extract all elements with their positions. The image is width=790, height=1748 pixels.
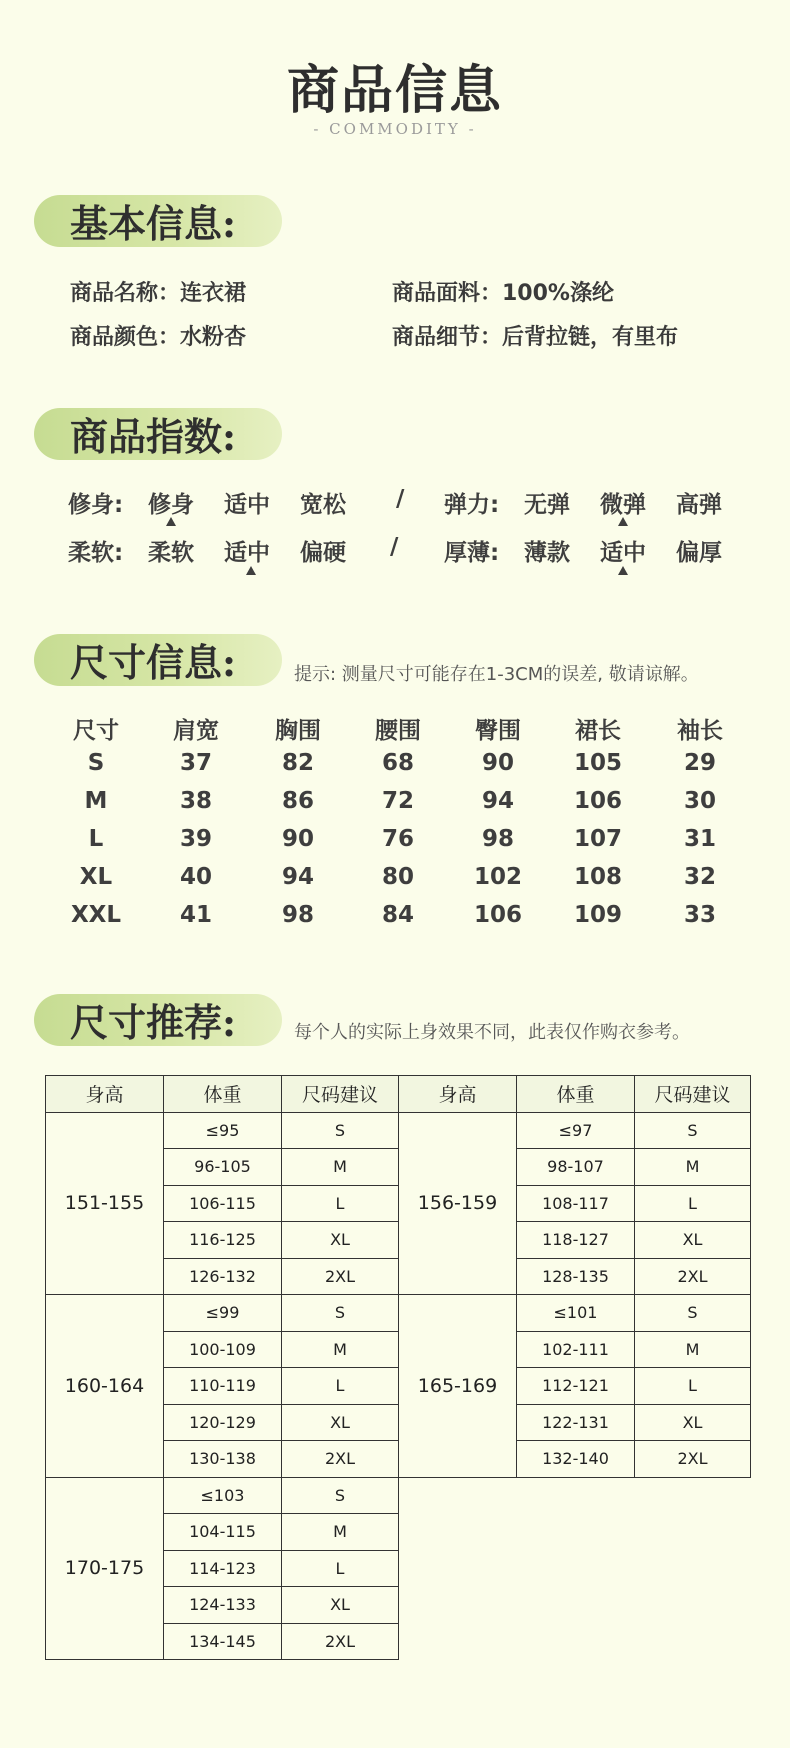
index-separator: / xyxy=(390,534,399,560)
size-table-cell: 41 xyxy=(179,902,212,928)
recommend-size-cell: XL xyxy=(635,1222,751,1259)
recommend-size-cell: S xyxy=(282,1112,399,1149)
product-detail: 商品细节：后背拉链，有里布 xyxy=(392,325,679,350)
basic-info-heading-pill xyxy=(34,195,282,247)
size-table-cell: 76 xyxy=(381,826,414,852)
size-table-cell: 98 xyxy=(481,826,514,852)
recommend-weight-cell: 112-121 xyxy=(517,1368,635,1405)
size-table-cell: 72 xyxy=(381,788,414,814)
recommend-weight-cell: 118-127 xyxy=(517,1222,635,1259)
size-table-cell: 86 xyxy=(281,788,314,814)
recommend-weight-cell: ≤101 xyxy=(517,1295,635,1332)
index-fit-option: 宽松 xyxy=(300,492,346,518)
recommend-size-cell: S xyxy=(282,1295,399,1332)
recommend-size-cell: L xyxy=(282,1550,399,1587)
size-table-cell: 39 xyxy=(179,826,212,852)
recommend-table-header-cell: 体重 xyxy=(164,1076,282,1113)
recommend-weight-cell: 120-129 xyxy=(164,1404,282,1441)
recommend-weight-cell: 98-107 xyxy=(517,1149,635,1186)
recommend-size-cell: L xyxy=(282,1368,399,1405)
size-table-cell: 38 xyxy=(179,788,212,814)
recommend-table-row xyxy=(46,1477,751,1514)
recommend-weight-cell: 104-115 xyxy=(164,1514,282,1551)
index-thick-option: 适中 xyxy=(600,540,646,566)
index-heading-pill xyxy=(34,408,282,460)
recommend-weight-cell: 126-132 xyxy=(164,1258,282,1295)
size-table-header-cell: 尺寸 xyxy=(73,718,119,744)
recommend-weight-cell: 132-140 xyxy=(517,1441,635,1478)
recommend-note: 每个人的实际上身效果不同，此表仅作购衣参考。 xyxy=(294,1022,690,1043)
recommend-size-cell: L xyxy=(635,1185,751,1222)
recommend-weight-cell: 122-131 xyxy=(517,1404,635,1441)
size-table-header-cell: 胸围 xyxy=(275,718,321,744)
size-table-cell: 40 xyxy=(179,864,212,890)
index-soft-option: 偏硬 xyxy=(300,540,346,566)
recommend-weight-cell: ≤99 xyxy=(164,1295,282,1332)
recommend-size-cell: M xyxy=(282,1149,399,1186)
size-table-cell: 30 xyxy=(683,788,716,814)
index-elastic-option: 高弹 xyxy=(676,492,722,518)
recommend-weight-cell: 106-115 xyxy=(164,1185,282,1222)
index-fit-marker-icon xyxy=(166,517,176,526)
size-table-header-cell: 袖长 xyxy=(677,718,723,744)
recommend-weight-cell: ≤103 xyxy=(164,1477,282,1514)
recommend-size-cell: 2XL xyxy=(282,1623,399,1660)
recommend-height-cell: 160-164 xyxy=(46,1295,164,1478)
index-fit-option: 修身 xyxy=(148,492,194,518)
recommend-height-cell: 170-175 xyxy=(46,1477,164,1660)
size-table-cell: XL xyxy=(79,864,113,890)
recommend-height-cell: 165-169 xyxy=(399,1295,517,1478)
size-table-cell: 94 xyxy=(481,788,514,814)
size-table-cell: 84 xyxy=(381,902,414,928)
page-subtitle: - COMMODITY - xyxy=(313,120,477,138)
size-table-header-cell: 臀围 xyxy=(475,718,521,744)
size-table-cell: 109 xyxy=(573,902,622,928)
index-fit-label: 修身: xyxy=(68,492,124,518)
size-table-cell: 68 xyxy=(381,750,414,776)
recommend-size-cell: S xyxy=(282,1477,399,1514)
recommend-weight-cell: 110-119 xyxy=(164,1368,282,1405)
size-table-cell: S xyxy=(87,750,105,776)
size-table-cell: 108 xyxy=(573,864,622,890)
recommend-table-row xyxy=(46,1295,751,1332)
index-separator: / xyxy=(396,486,405,512)
size-note: 提示: 测量尺寸可能存在1-3CM的误差, 敬请谅解。 xyxy=(294,664,699,685)
product-name: 商品名称：连衣裙 xyxy=(70,281,247,306)
recommend-weight-cell: 102-111 xyxy=(517,1331,635,1368)
recommend-table-header-cell: 尺码建议 xyxy=(635,1076,751,1113)
page-title: 商品信息 xyxy=(286,60,503,121)
recommend-size-cell: XL xyxy=(282,1404,399,1441)
recommend-size-cell: XL xyxy=(282,1587,399,1624)
recommend-table-header-cell: 身高 xyxy=(46,1076,164,1113)
index-elastic-option: 无弹 xyxy=(524,492,570,518)
product-fabric: 商品面料：100%涤纶 xyxy=(392,281,614,306)
recommend-weight-cell: 134-145 xyxy=(164,1623,282,1660)
recommend-size-cell: L xyxy=(635,1368,751,1405)
size-table-cell: 37 xyxy=(179,750,212,776)
recommend-size-cell: 2XL xyxy=(635,1258,751,1295)
recommend-weight-cell: 128-135 xyxy=(517,1258,635,1295)
recommend-weight-cell: 130-138 xyxy=(164,1441,282,1478)
recommend-weight-cell: 114-123 xyxy=(164,1550,282,1587)
size-table-cell: 107 xyxy=(573,826,622,852)
index-thick-marker-icon xyxy=(618,566,628,575)
index-thick-option: 薄款 xyxy=(524,540,570,566)
recommend-weight-cell: ≤97 xyxy=(517,1112,635,1149)
recommend-size-cell: XL xyxy=(282,1222,399,1259)
size-table-cell: 98 xyxy=(281,902,314,928)
size-table-cell: 90 xyxy=(281,826,314,852)
recommend-size-cell: M xyxy=(282,1514,399,1551)
size-table-cell: 106 xyxy=(473,902,522,928)
recommend-table-header-cell: 尺码建议 xyxy=(282,1076,399,1113)
recommend-weight-cell: 124-133 xyxy=(164,1587,282,1624)
size-table-header-cell: 裙长 xyxy=(575,718,621,744)
size-table-cell: M xyxy=(84,788,108,814)
recommend-table-empty xyxy=(399,1477,751,1660)
index-elastic-label: 弹力: xyxy=(444,492,500,518)
index-elastic-marker-icon xyxy=(618,517,628,526)
recommend-weight-cell: 96-105 xyxy=(164,1149,282,1186)
recommend-size-cell: S xyxy=(635,1112,751,1149)
recommend-size-cell: L xyxy=(282,1185,399,1222)
index-fit-option: 适中 xyxy=(224,492,270,518)
size-heading: 尺寸信息: xyxy=(70,640,237,685)
index-soft-label: 柔软: xyxy=(68,540,124,566)
index-soft-option: 适中 xyxy=(224,540,270,566)
index-heading: 商品指数: xyxy=(70,414,237,459)
recommend-weight-cell: 116-125 xyxy=(164,1222,282,1259)
recommend-size-cell: XL xyxy=(635,1404,751,1441)
index-thick-option: 偏厚 xyxy=(676,540,722,566)
size-table-cell: L xyxy=(88,826,104,852)
size-heading-pill xyxy=(34,634,282,686)
size-table-cell: 82 xyxy=(281,750,314,776)
recommend-size-cell: M xyxy=(282,1331,399,1368)
recommend-height-cell: 156-159 xyxy=(399,1112,517,1295)
size-table-cell: 94 xyxy=(281,864,314,890)
product-color: 商品颜色：水粉杏 xyxy=(70,325,247,350)
size-table-header-cell: 肩宽 xyxy=(173,718,219,744)
recommend-height-cell: 151-155 xyxy=(46,1112,164,1295)
size-table-cell: 32 xyxy=(683,864,716,890)
recommend-weight-cell: ≤95 xyxy=(164,1112,282,1149)
index-thick-label: 厚薄: xyxy=(444,540,500,566)
recommend-size-cell: 2XL xyxy=(635,1441,751,1478)
size-table-cell: 102 xyxy=(473,864,522,890)
recommend-table-row xyxy=(46,1112,751,1149)
size-table-header-cell: 腰围 xyxy=(375,718,421,744)
recommend-heading-pill xyxy=(34,994,282,1046)
recommend-size-cell: M xyxy=(635,1331,751,1368)
size-table-cell: 80 xyxy=(381,864,414,890)
size-table-cell: 90 xyxy=(481,750,514,776)
recommend-heading: 尺寸推荐: xyxy=(70,1000,237,1045)
size-table-cell: 29 xyxy=(683,750,716,776)
size-table-cell: 105 xyxy=(573,750,622,776)
index-elastic-option: 微弹 xyxy=(600,492,646,518)
size-table-cell: 106 xyxy=(573,788,622,814)
recommend-size-cell: M xyxy=(635,1149,751,1186)
index-soft-option: 柔软 xyxy=(148,540,194,566)
recommend-size-cell: S xyxy=(635,1295,751,1332)
size-table-cell: 33 xyxy=(683,902,716,928)
basic-info-heading: 基本信息: xyxy=(70,201,237,246)
recommend-size-cell: 2XL xyxy=(282,1441,399,1478)
size-table-cell: XXL xyxy=(70,902,122,928)
recommend-table-header-cell: 身高 xyxy=(399,1076,517,1113)
recommend-table xyxy=(45,1075,751,1660)
recommend-weight-cell: 108-117 xyxy=(517,1185,635,1222)
recommend-table-header-cell: 体重 xyxy=(517,1076,635,1113)
size-table-cell: 31 xyxy=(683,826,716,852)
index-soft-marker-icon xyxy=(246,566,256,575)
recommend-size-cell: 2XL xyxy=(282,1258,399,1295)
recommend-weight-cell: 100-109 xyxy=(164,1331,282,1368)
